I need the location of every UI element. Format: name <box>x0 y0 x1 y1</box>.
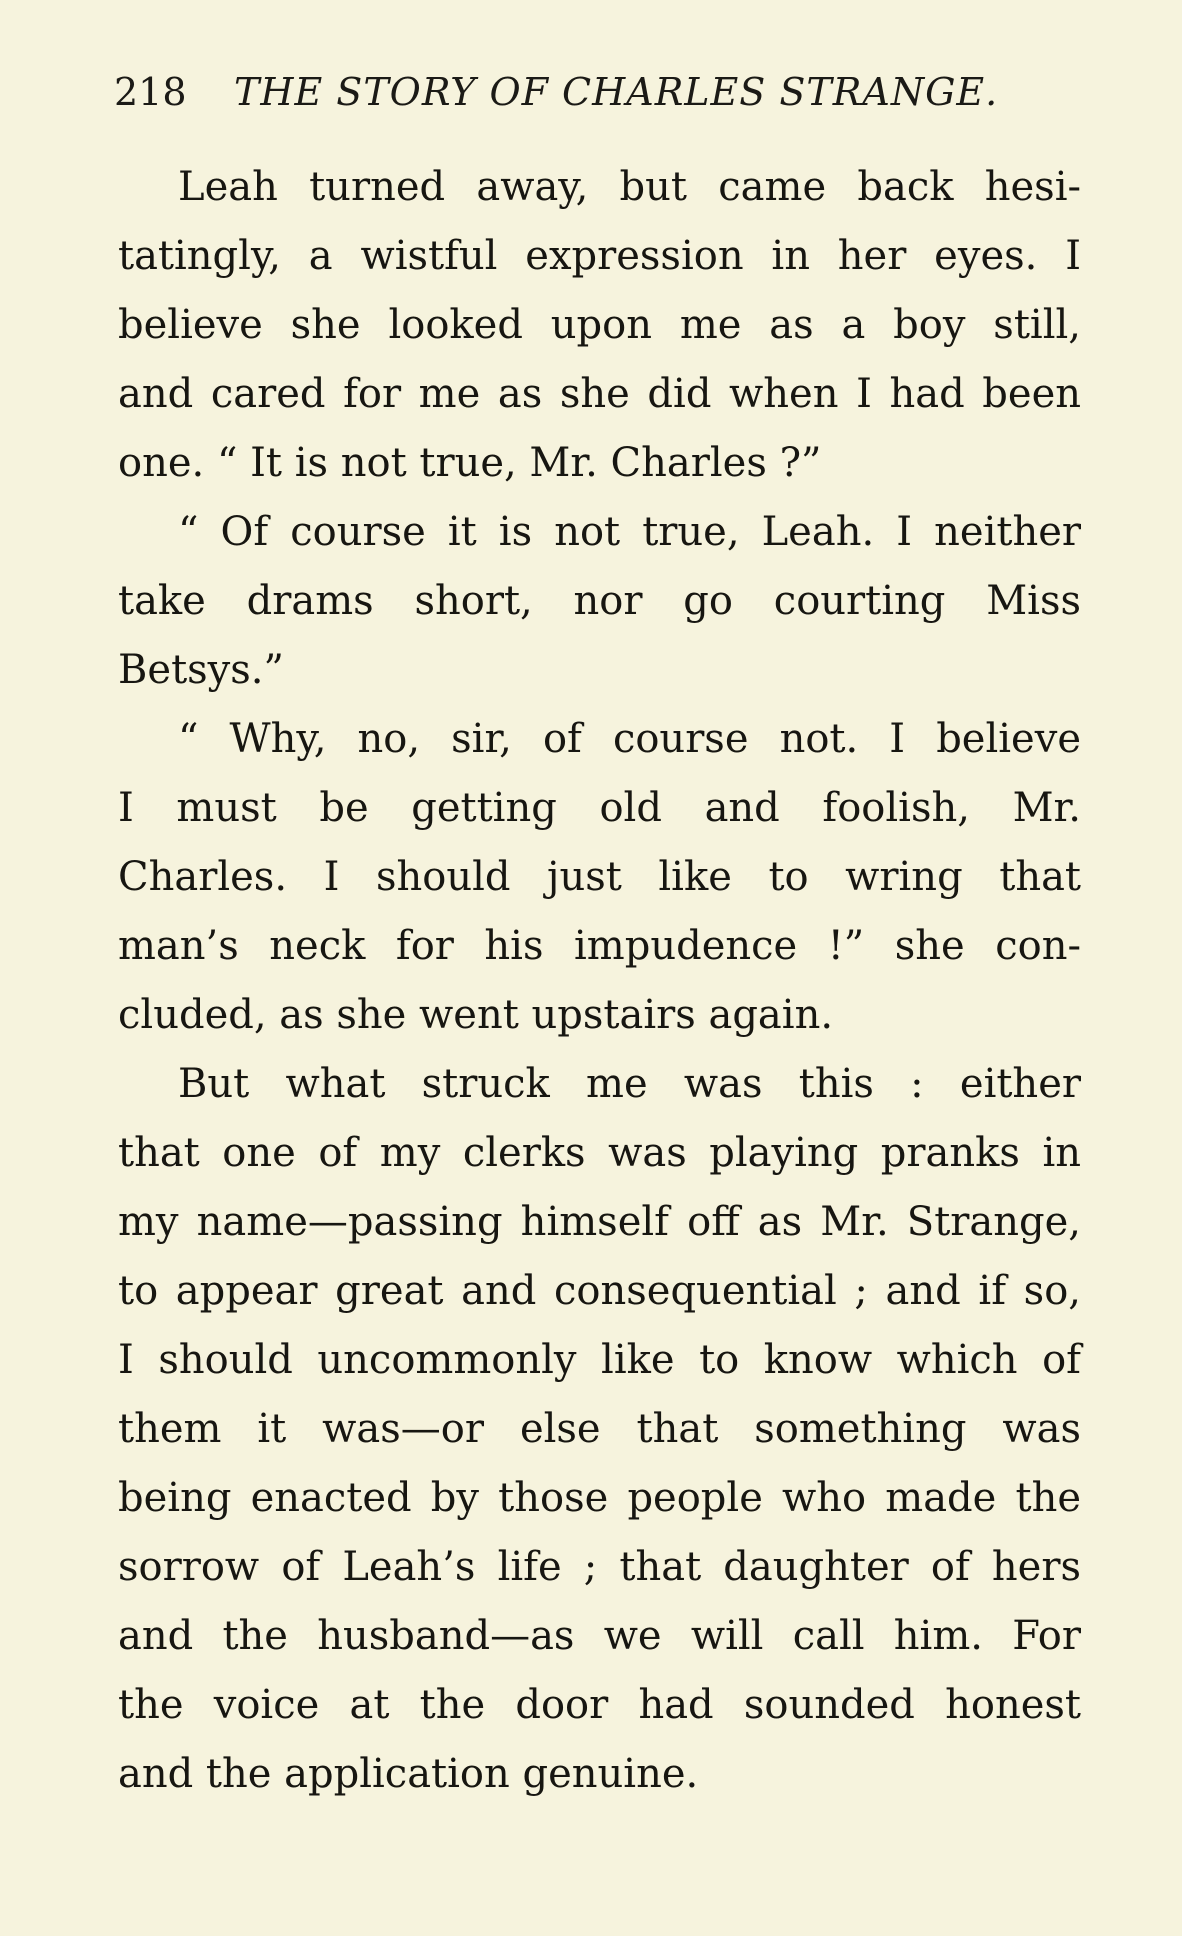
text-line: the voice at the door had sounded honest <box>118 1682 1081 1728</box>
text-line: and the husband—as we will call him. For <box>118 1613 1081 1659</box>
text-line: I should uncommonly like to know which of <box>118 1337 1081 1383</box>
page-number: 218 <box>114 70 187 114</box>
text-line: cluded, as she went upstairs again. <box>118 992 834 1038</box>
text-line: and cared for me as she did when I had been <box>118 371 1081 417</box>
text-line: sorrow of Leah’s life ; that daughter of hers <box>118 1544 1081 1590</box>
text-line: to appear great and consequential ; and if so, <box>118 1268 1081 1314</box>
text-line: I must be getting old and foolish, Mr. <box>118 785 1081 831</box>
text-line: them it was—or else that something was <box>118 1406 1081 1452</box>
text-line: that one of my clerks was playing pranks in <box>118 1130 1081 1176</box>
running-title: THE STORY OF CHARLES STRANGE. <box>234 70 999 114</box>
text-line: tatingly, a wistful expression in her eyes. I <box>118 233 1081 279</box>
text-line: Charles. I should just like to wring that <box>118 854 1081 900</box>
text-line: man’s neck for his impudence !” she con- <box>118 923 1081 969</box>
running-head <box>114 62 999 122</box>
text-line: believe she looked upon me as a boy still, <box>118 302 1081 348</box>
text-line: “ Why, no, sir, of course not. I believe <box>178 716 1081 762</box>
text-line: “ Of course it is not true, Leah. I neither <box>178 509 1081 555</box>
text-line: Leah turned away, but came back hesi- <box>178 164 1081 210</box>
text-line: Betsys.” <box>118 647 284 693</box>
text-line: my name—passing himself off as Mr. Strange, <box>118 1199 1081 1245</box>
text-line: one. “ It is not true, Mr. Charles ?” <box>118 440 822 486</box>
text-line: being enacted by those people who made the <box>118 1475 1081 1521</box>
text-line: take drams short, nor go courting Miss <box>118 578 1081 624</box>
text-line: But what struck me was this : either <box>178 1061 1081 1107</box>
text-line: and the application genuine. <box>118 1751 699 1797</box>
